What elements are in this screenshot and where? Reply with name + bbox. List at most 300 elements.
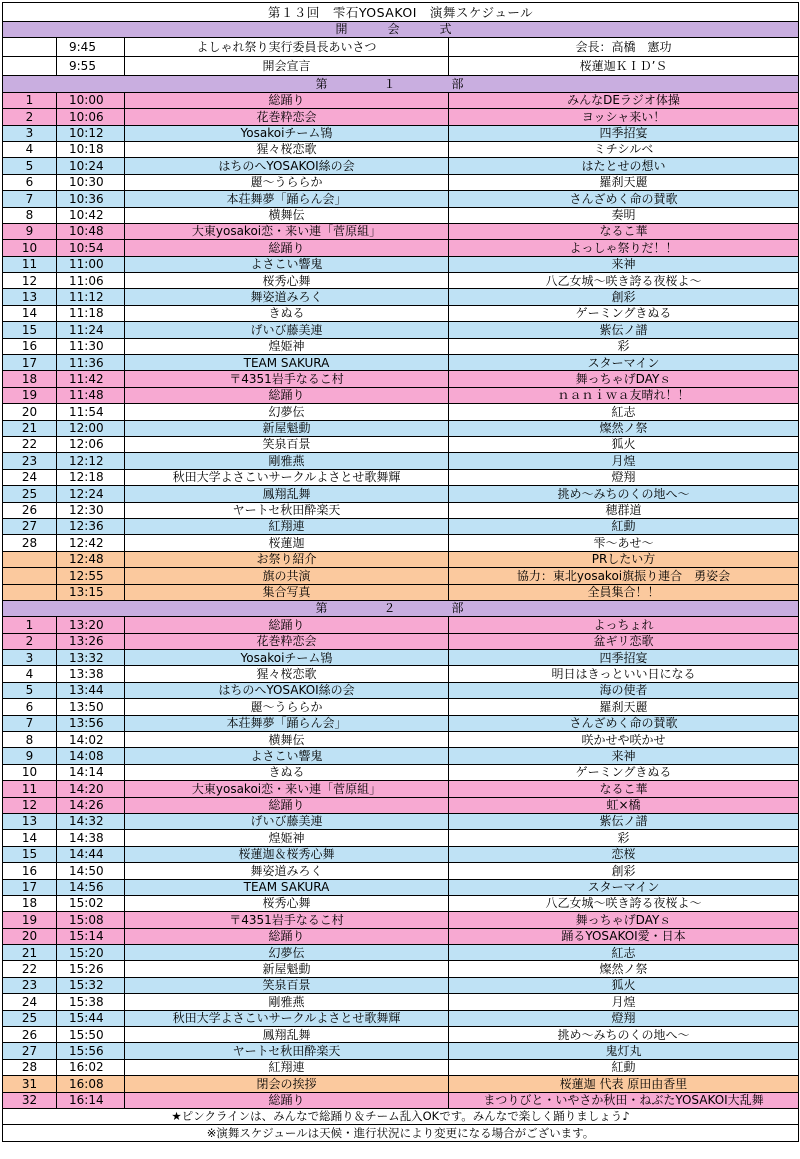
performance-number: 7: [3, 191, 57, 207]
performance-title: 四季招宴: [449, 125, 799, 141]
team-name: ヤートセ秋田酔楽天: [125, 1043, 449, 1059]
schedule-row: [3, 945, 799, 961]
performance-number: 11: [3, 781, 57, 797]
team-name: 旗の共演: [125, 568, 449, 584]
performance-number: 25: [3, 1010, 57, 1026]
team-name: 煌姫神: [125, 830, 449, 846]
team-name: 猩々桜恋歌: [125, 141, 449, 157]
performance-number: 4: [3, 666, 57, 682]
performance-number: 1: [3, 617, 57, 633]
performance-title: よっちょれ: [449, 617, 799, 633]
performance-time: 14:20: [57, 781, 125, 797]
performance-title: 虹×橋: [449, 797, 799, 813]
part1-header: 第 １ 部: [3, 76, 799, 92]
schedule-row: [3, 568, 799, 584]
performance-title: 紅動: [449, 1059, 799, 1075]
performance-time: 15:50: [57, 1027, 125, 1043]
performance-time: 13:32: [57, 650, 125, 666]
schedule-sheet: [2, 2, 798, 1142]
schedule-row: [3, 879, 799, 895]
performance-time: 11:42: [57, 371, 125, 387]
performance-title: 舞っちゃげDAYｓ: [449, 371, 799, 387]
performance-time: 10:24: [57, 158, 125, 174]
performance-title: 挑め～みちのくの地へ～: [449, 486, 799, 502]
footer-note-pink-line: ★ピンクラインは、みんなで総踊り＆チーム乱入OKです。みんなで楽しく踊りましょう♪: [3, 1109, 799, 1125]
performance-time: 15:20: [57, 945, 125, 961]
performance-title: 奏明: [449, 207, 799, 223]
performance-time: 11:36: [57, 355, 125, 371]
performance-time: 12:30: [57, 502, 125, 518]
performance-number: 16: [3, 338, 57, 354]
team-name: きぬる: [125, 764, 449, 780]
performance-title: 四季招宴: [449, 650, 799, 666]
performance-number: 5: [3, 158, 57, 174]
performance-title: 咲かせや咲かせ: [449, 732, 799, 748]
performance-time: 14:26: [57, 797, 125, 813]
performance-number: 20: [3, 928, 57, 944]
schedule-row: [3, 207, 799, 223]
performance-number: [3, 584, 57, 600]
performance-time: 10:42: [57, 207, 125, 223]
performance-time: 15:08: [57, 912, 125, 928]
performance-number: 23: [3, 977, 57, 993]
performance-title: 恋桜: [449, 846, 799, 862]
performance-time: 11:30: [57, 338, 125, 354]
title-row: [3, 3, 799, 22]
schedule-row: [3, 404, 799, 420]
performance-title: 八乙女城～咲き誇る夜桜よ～: [449, 273, 799, 289]
schedule-row: [3, 174, 799, 190]
footer-note-disclaimer: ※演舞スケジュールは天候・進行状況により変更になる場合がございます。: [3, 1125, 799, 1141]
schedule-row: [3, 977, 799, 993]
ceremony-time: 9:55: [57, 57, 125, 76]
ceremony-row: [3, 57, 799, 76]
performance-title: スターマイン: [449, 879, 799, 895]
team-name: 桜蓮迦＆桜秀心舞: [125, 846, 449, 862]
performance-number: 18: [3, 895, 57, 911]
performance-number: 28: [3, 1059, 57, 1075]
performance-title: 創彩: [449, 289, 799, 305]
team-name: 鳳翔乱舞: [125, 1027, 449, 1043]
performance-title: ゲーミングきぬる: [449, 305, 799, 321]
footer-row: [3, 1125, 799, 1141]
performance-title: 雫～あせ～: [449, 535, 799, 551]
schedule-table: [2, 2, 799, 1142]
schedule-row: [3, 863, 799, 879]
performance-time: 12:18: [57, 469, 125, 485]
performance-time: 15:44: [57, 1010, 125, 1026]
ceremony-row: [3, 38, 799, 57]
performance-time: 11:06: [57, 273, 125, 289]
team-name: 総踊り: [125, 387, 449, 403]
schedule-row: [3, 289, 799, 305]
team-name: 総踊り: [125, 1092, 449, 1108]
performance-number: 2: [3, 633, 57, 649]
footer-row: [3, 1109, 799, 1125]
team-name: 新屋魁動: [125, 420, 449, 436]
performance-time: 13:50: [57, 699, 125, 715]
performance-time: 13:15: [57, 584, 125, 600]
schedule-row: [3, 928, 799, 944]
performance-time: 10:48: [57, 223, 125, 239]
performance-title: 彩: [449, 338, 799, 354]
performance-time: 13:56: [57, 715, 125, 731]
performance-number: 3: [3, 125, 57, 141]
schedule-row: [3, 256, 799, 272]
team-name: Yosakoiチーム鴇: [125, 650, 449, 666]
performance-title: 紅動: [449, 518, 799, 534]
performance-title: 舞っちゃげDAYｓ: [449, 912, 799, 928]
performance-number: 25: [3, 486, 57, 502]
performance-title: 紫伝ノ譜: [449, 813, 799, 829]
schedule-row: [3, 1043, 799, 1059]
ceremony-detail: 会長：高橋 憲功: [449, 38, 799, 57]
team-name: お祭り紹介: [125, 551, 449, 567]
performance-time: 16:14: [57, 1092, 125, 1108]
performance-number: 27: [3, 1043, 57, 1059]
performance-title: 羅刹天麗: [449, 699, 799, 715]
performance-number: 18: [3, 371, 57, 387]
performance-time: 14:50: [57, 863, 125, 879]
performance-number: 15: [3, 846, 57, 862]
performance-title: なるこ華: [449, 223, 799, 239]
performance-time: 11:00: [57, 256, 125, 272]
performance-time: 13:26: [57, 633, 125, 649]
part2-header-row: [3, 600, 799, 616]
performance-number: 12: [3, 273, 57, 289]
performance-time: 15:38: [57, 994, 125, 1010]
performance-number: 20: [3, 404, 57, 420]
performance-number: 21: [3, 945, 57, 961]
performance-time: 10:12: [57, 125, 125, 141]
performance-time: 10:18: [57, 141, 125, 157]
performance-time: 11:48: [57, 387, 125, 403]
performance-number: 24: [3, 994, 57, 1010]
performance-number: 24: [3, 469, 57, 485]
performance-title: 燈翔: [449, 1010, 799, 1026]
performance-number: 6: [3, 174, 57, 190]
performance-time: 12:24: [57, 486, 125, 502]
schedule-row: [3, 518, 799, 534]
performance-title: 紫伝ノ譜: [449, 322, 799, 338]
performance-time: 11:18: [57, 305, 125, 321]
performance-number: 17: [3, 355, 57, 371]
performance-number: 13: [3, 813, 57, 829]
performance-title: 桜蓮迦 代表 原田由香里: [449, 1076, 799, 1092]
performance-title: 挑め～みちのくの地へ～: [449, 1027, 799, 1043]
team-name: 笑泉百景: [125, 977, 449, 993]
team-name: 大東yosakoi恋・来い連「菅原組」: [125, 781, 449, 797]
performance-title: なるこ華: [449, 781, 799, 797]
performance-time: 10:54: [57, 240, 125, 256]
performance-time: 15:32: [57, 977, 125, 993]
schedule-row: [3, 830, 799, 846]
performance-title: 穂群道: [449, 502, 799, 518]
performance-number: 21: [3, 420, 57, 436]
schedule-row: [3, 617, 799, 633]
performance-title: 燦然ノ祭: [449, 961, 799, 977]
schedule-row: [3, 781, 799, 797]
performance-time: 10:06: [57, 109, 125, 125]
performance-title: さんざめく命の賛歌: [449, 191, 799, 207]
performance-title: 全員集合！！: [449, 584, 799, 600]
schedule-row: [3, 682, 799, 698]
performance-title: 踊るYOSAKOI愛・日本: [449, 928, 799, 944]
performance-number: 8: [3, 207, 57, 223]
performance-number: 31: [3, 1076, 57, 1092]
schedule-row: [3, 502, 799, 518]
page-title: 第１３回 雫石YOSAKOI 演舞スケジュール: [3, 3, 799, 22]
team-name: 煌姫神: [125, 338, 449, 354]
team-name: 横舞伝: [125, 207, 449, 223]
schedule-row: [3, 338, 799, 354]
performance-number: [3, 551, 57, 567]
performance-time: 12:36: [57, 518, 125, 534]
schedule-row: [3, 1092, 799, 1108]
schedule-row: [3, 240, 799, 256]
performance-title: 狐火: [449, 977, 799, 993]
performance-title: はたとせの想い: [449, 158, 799, 174]
schedule-row: [3, 420, 799, 436]
schedule-row: [3, 650, 799, 666]
performance-title: 明日はきっといい日になる: [449, 666, 799, 682]
performance-time: 15:56: [57, 1043, 125, 1059]
schedule-row: [3, 846, 799, 862]
schedule-row: [3, 748, 799, 764]
performance-title: よっしゃ祭りだ！！: [449, 240, 799, 256]
performance-time: 11:12: [57, 289, 125, 305]
team-name: 秋田大学よさこいサークルよさとせ歌舞輝: [125, 1010, 449, 1026]
performance-time: 14:38: [57, 830, 125, 846]
performance-number: 8: [3, 732, 57, 748]
performance-number: 27: [3, 518, 57, 534]
ceremony-header-row: [3, 22, 799, 38]
performance-time: 15:02: [57, 895, 125, 911]
performance-time: 10:36: [57, 191, 125, 207]
performance-time: 16:02: [57, 1059, 125, 1075]
performance-title: ヨッシャ来い！: [449, 109, 799, 125]
performance-number: 28: [3, 535, 57, 551]
team-name: 集合写真: [125, 584, 449, 600]
performance-time: 12:06: [57, 436, 125, 452]
performance-number: 12: [3, 797, 57, 813]
performance-title: 燈翔: [449, 469, 799, 485]
schedule-row: [3, 453, 799, 469]
performance-number: 9: [3, 223, 57, 239]
performance-number: 9: [3, 748, 57, 764]
team-name: 鳳翔乱舞: [125, 486, 449, 502]
performance-time: 12:00: [57, 420, 125, 436]
ceremony-header: 開 会 式: [3, 22, 799, 38]
schedule-row: [3, 109, 799, 125]
performance-title: ｎａｎｉｗａ友晴れ！！: [449, 387, 799, 403]
ceremony-item: 開会宣言: [125, 57, 449, 76]
team-name: 総踊り: [125, 797, 449, 813]
schedule-row: [3, 1076, 799, 1092]
schedule-row: [3, 813, 799, 829]
team-name: げいび藤美連: [125, 813, 449, 829]
team-name: 本荘舞夢「踊らん会」: [125, 715, 449, 731]
team-name: 剛雅燕: [125, 453, 449, 469]
performance-number: 22: [3, 436, 57, 452]
team-name: 新屋魁動: [125, 961, 449, 977]
performance-number: 19: [3, 912, 57, 928]
team-name: 桜秀心舞: [125, 273, 449, 289]
team-name: 本荘舞夢「踊らん会」: [125, 191, 449, 207]
performance-time: 10:30: [57, 174, 125, 190]
performance-title: ゲーミングきぬる: [449, 764, 799, 780]
schedule-row: [3, 715, 799, 731]
performance-title: まつりびと・いやさか秋田・ねぶたYOSAKOI大乱舞: [449, 1092, 799, 1108]
schedule-row: [3, 223, 799, 239]
schedule-row: [3, 191, 799, 207]
performance-number: 16: [3, 863, 57, 879]
performance-time: 14:32: [57, 813, 125, 829]
schedule-row: [3, 387, 799, 403]
schedule-row: [3, 895, 799, 911]
schedule-row: [3, 1059, 799, 1075]
performance-title: スターマイン: [449, 355, 799, 371]
team-name: 剛雅燕: [125, 994, 449, 1010]
performance-time: 10:00: [57, 92, 125, 108]
part1-header-row: [3, 76, 799, 92]
performance-number: 3: [3, 650, 57, 666]
performance-title: 月煌: [449, 994, 799, 1010]
performance-time: 14:02: [57, 732, 125, 748]
performance-number: 19: [3, 387, 57, 403]
performance-number: 5: [3, 682, 57, 698]
schedule-row: [3, 961, 799, 977]
performance-number: 26: [3, 1027, 57, 1043]
performance-number: 14: [3, 830, 57, 846]
schedule-row: [3, 699, 799, 715]
team-name: 横舞伝: [125, 732, 449, 748]
part2-header: 第 ２ 部: [3, 600, 799, 616]
schedule-row: [3, 125, 799, 141]
performance-number: 14: [3, 305, 57, 321]
team-name: よさこい響鬼: [125, 748, 449, 764]
performance-title: 鬼灯丸: [449, 1043, 799, 1059]
team-name: 桜秀心舞: [125, 895, 449, 911]
performance-time: 11:24: [57, 322, 125, 338]
team-name: TEAM SAKURA: [125, 879, 449, 895]
performance-number: 10: [3, 240, 57, 256]
performance-number: 32: [3, 1092, 57, 1108]
team-name: Yosakoiチーム鴇: [125, 125, 449, 141]
schedule-row: [3, 1027, 799, 1043]
schedule-body: [3, 3, 799, 1142]
performance-time: 16:08: [57, 1076, 125, 1092]
ceremony-detail: 桜蓮迦ＫＩＤ’Ｓ: [449, 57, 799, 76]
performance-time: 14:56: [57, 879, 125, 895]
performance-number: 17: [3, 879, 57, 895]
performance-title: ミチシルベ: [449, 141, 799, 157]
performance-title: 燦然ノ祭: [449, 420, 799, 436]
team-name: 笑泉百景: [125, 436, 449, 452]
team-name: 紅翔連: [125, 1059, 449, 1075]
schedule-row: [3, 994, 799, 1010]
schedule-row: [3, 436, 799, 452]
performance-title: 創彩: [449, 863, 799, 879]
performance-time: 12:55: [57, 568, 125, 584]
performance-number: 22: [3, 961, 57, 977]
performance-time: 11:54: [57, 404, 125, 420]
ceremony-item: よしゃれ祭り実行委員長あいさつ: [125, 38, 449, 57]
schedule-row: [3, 322, 799, 338]
schedule-row: [3, 797, 799, 813]
performance-title: 月煌: [449, 453, 799, 469]
schedule-row: [3, 633, 799, 649]
performance-time: 14:08: [57, 748, 125, 764]
performance-number: 13: [3, 289, 57, 305]
team-name: 閉会の挨拶: [125, 1076, 449, 1092]
performance-time: 15:26: [57, 961, 125, 977]
performance-time: 14:44: [57, 846, 125, 862]
performance-number: 2: [3, 109, 57, 125]
performance-number: 1: [3, 92, 57, 108]
performance-title: 紅志: [449, 945, 799, 961]
schedule-row: [3, 666, 799, 682]
schedule-row: [3, 469, 799, 485]
team-name: 舞姿道みろく: [125, 863, 449, 879]
team-name: 紅翔連: [125, 518, 449, 534]
schedule-row: [3, 584, 799, 600]
team-name: 大東yosakoi恋・来い連「菅原組」: [125, 223, 449, 239]
performance-time: 14:14: [57, 764, 125, 780]
performance-title: 海の使者: [449, 682, 799, 698]
performance-title: 彩: [449, 830, 799, 846]
schedule-row: [3, 912, 799, 928]
team-name: 総踊り: [125, 928, 449, 944]
performance-title: 協力：東北yosakoi旗振り連合 勇姿会: [449, 568, 799, 584]
performance-time: 13:38: [57, 666, 125, 682]
ceremony-no: [3, 57, 57, 76]
schedule-row: [3, 1010, 799, 1026]
performance-number: 11: [3, 256, 57, 272]
schedule-row: [3, 764, 799, 780]
performance-time: 12:42: [57, 535, 125, 551]
performance-time: 15:14: [57, 928, 125, 944]
team-name: げいび藤美連: [125, 322, 449, 338]
schedule-row: [3, 141, 799, 157]
performance-title: 盆ギリ恋歌: [449, 633, 799, 649]
schedule-row: [3, 273, 799, 289]
performance-title: 来神: [449, 748, 799, 764]
schedule-row: [3, 92, 799, 108]
performance-time: 13:44: [57, 682, 125, 698]
schedule-row: [3, 535, 799, 551]
performance-number: 7: [3, 715, 57, 731]
team-name: 秋田大学よさこいサークルよさとせ歌舞輝: [125, 469, 449, 485]
performance-number: 6: [3, 699, 57, 715]
performance-title: みんなDEラジオ体操: [449, 92, 799, 108]
team-name: TEAM SAKURA: [125, 355, 449, 371]
performance-title: 紅志: [449, 404, 799, 420]
team-name: はちのへYOSAKOI絲の会: [125, 682, 449, 698]
team-name: 総踊り: [125, 92, 449, 108]
team-name: 舞姿道みろく: [125, 289, 449, 305]
team-name: 桜蓮迦: [125, 535, 449, 551]
schedule-row: [3, 158, 799, 174]
performance-title: 八乙女城～咲き誇る夜桜よ～: [449, 895, 799, 911]
performance-number: 4: [3, 141, 57, 157]
performance-title: 狐火: [449, 436, 799, 452]
team-name: よさこい響鬼: [125, 256, 449, 272]
schedule-row: [3, 551, 799, 567]
team-name: 〒4351岩手なるこ村: [125, 912, 449, 928]
ceremony-time: 9:45: [57, 38, 125, 57]
team-name: 猩々桜恋歌: [125, 666, 449, 682]
